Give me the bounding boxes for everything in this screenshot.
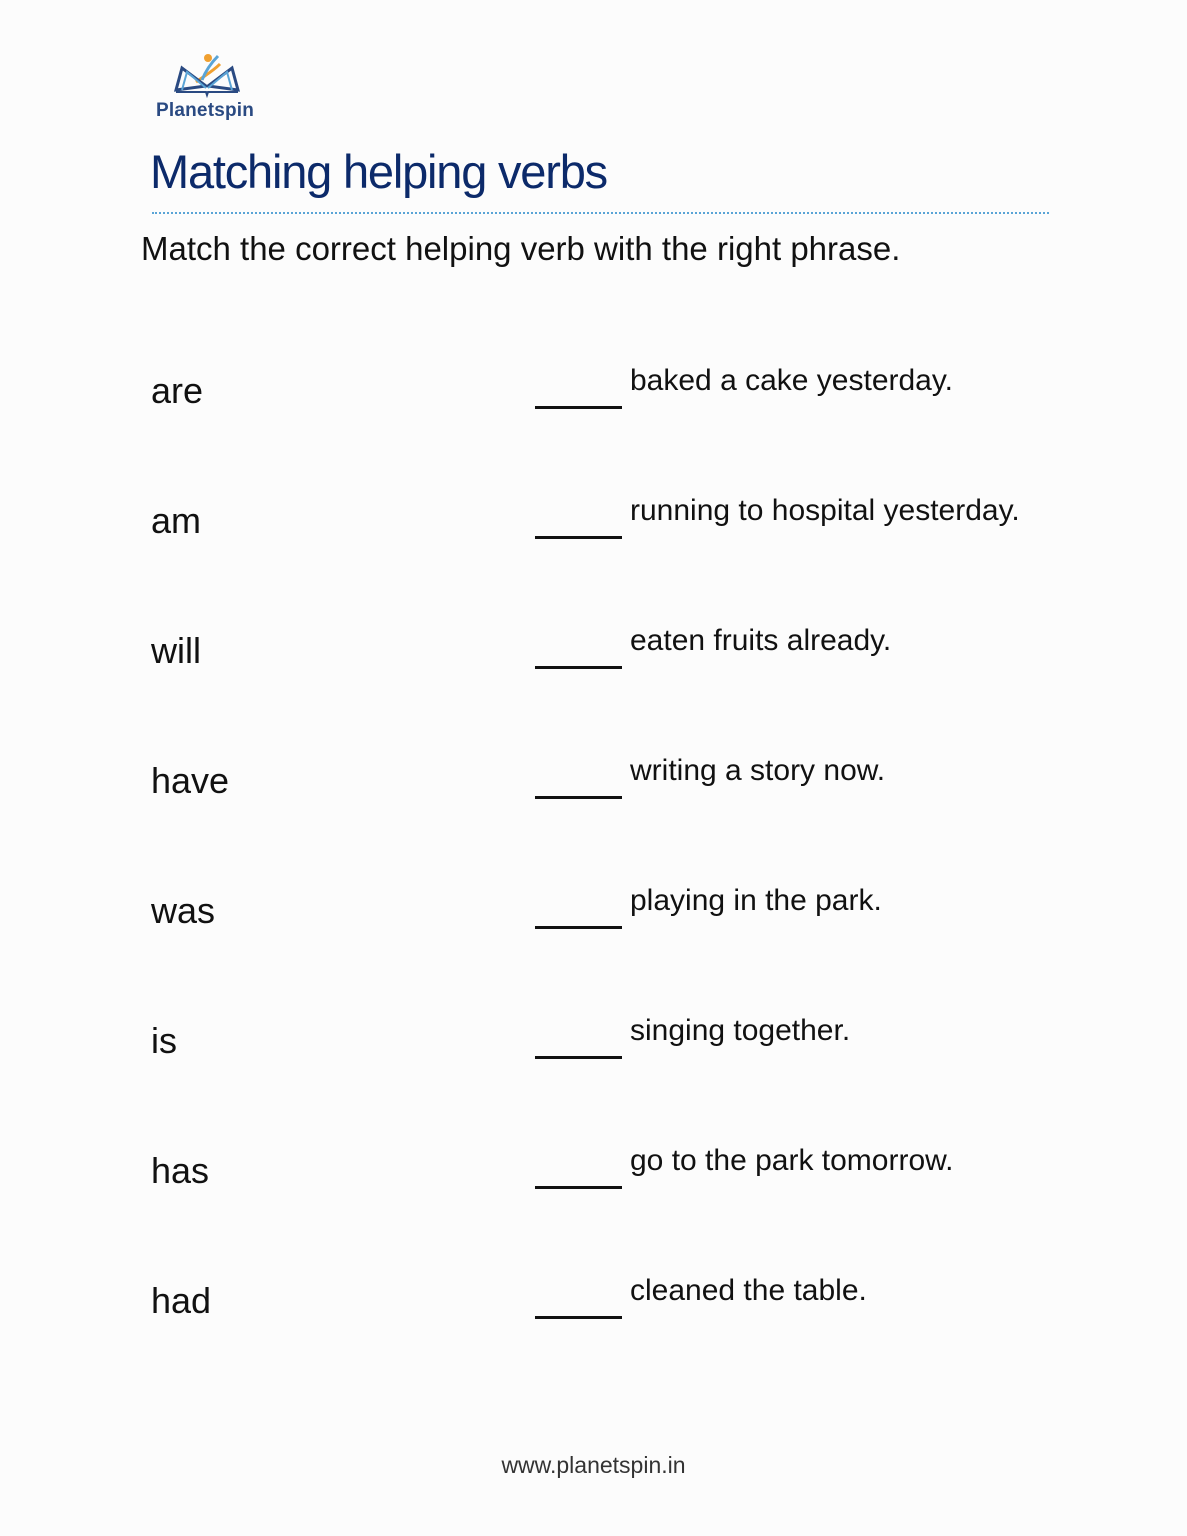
match-row	[0, 884, 1187, 950]
verb-option: are	[151, 370, 204, 411]
verb-option: is	[151, 1020, 177, 1061]
open-book-with-figure-icon	[172, 50, 242, 98]
match-row	[0, 364, 1187, 430]
phrase-text: writing a story now.	[630, 754, 886, 787]
answer-blank[interactable]	[535, 406, 622, 409]
phrase-text: playing in the park.	[630, 884, 882, 917]
phrase-text: go to the park tomorrow.	[630, 1144, 954, 1177]
match-row	[0, 1144, 1187, 1210]
match-row	[0, 624, 1187, 690]
phrase-text: baked a cake yesterday.	[630, 364, 953, 397]
verb-option: was	[151, 890, 216, 931]
phrase-text: running to hospital yesterday.	[630, 494, 1020, 527]
instruction-text: Match the correct helping verb with the right phrase.	[141, 230, 901, 267]
title-divider	[152, 212, 1049, 214]
verb-option: had	[151, 1280, 212, 1321]
planetspin-logo	[152, 50, 260, 126]
phrase-text: eaten fruits already.	[630, 624, 892, 657]
footer-url[interactable]: www.planetspin.in	[501, 1452, 686, 1478]
verb-option: will	[151, 630, 201, 671]
match-row	[0, 1014, 1187, 1080]
page-title: Matching helping verbs	[150, 145, 607, 198]
answer-blank[interactable]	[535, 666, 622, 669]
answer-blank[interactable]	[535, 1056, 622, 1059]
verb-option: am	[151, 500, 202, 541]
answer-blank[interactable]	[535, 796, 622, 799]
match-row	[0, 494, 1187, 560]
match-row	[0, 754, 1187, 820]
verb-option: have	[151, 760, 230, 801]
match-row	[0, 1274, 1187, 1340]
phrase-text: singing together.	[630, 1014, 851, 1047]
answer-blank[interactable]	[535, 1316, 622, 1319]
answer-blank[interactable]	[535, 536, 622, 539]
brand-name: Planetspin	[156, 100, 255, 121]
answer-blank[interactable]	[535, 1186, 622, 1189]
answer-blank[interactable]	[535, 926, 622, 929]
verb-option: has	[151, 1150, 210, 1191]
phrase-text: cleaned the table.	[630, 1274, 867, 1307]
